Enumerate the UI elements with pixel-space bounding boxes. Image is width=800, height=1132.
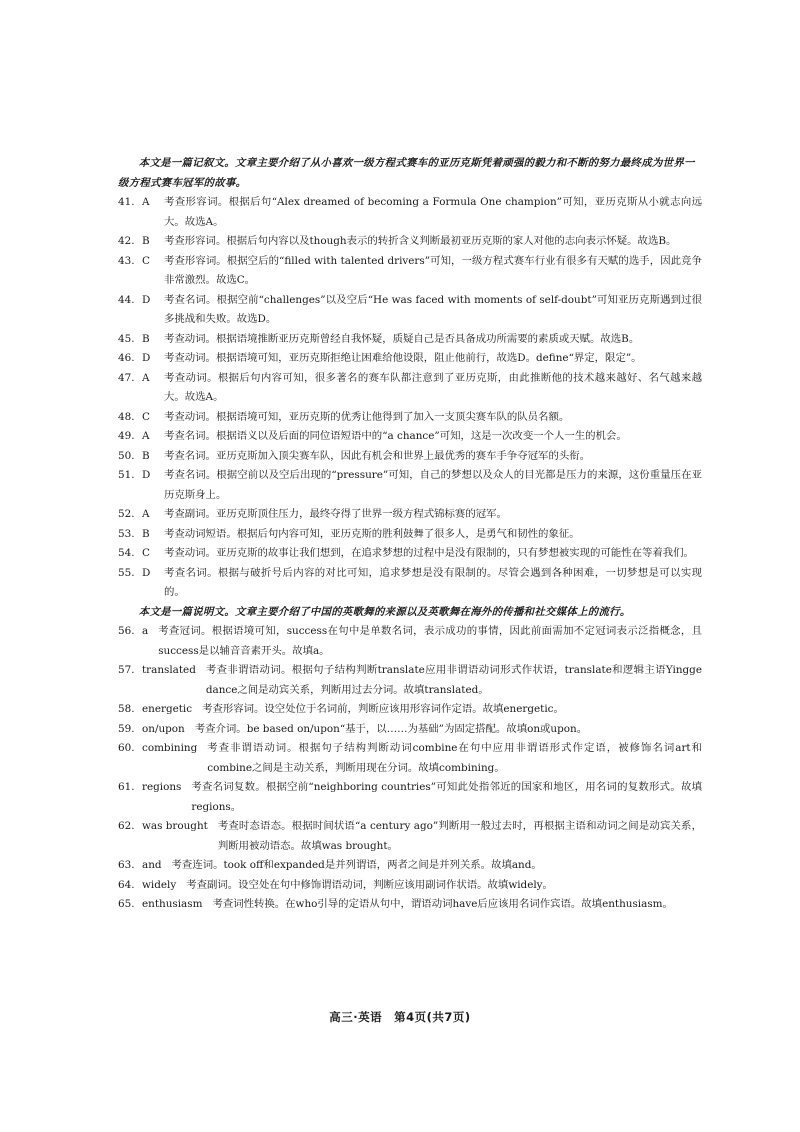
question-number: 51. bbox=[118, 469, 135, 481]
explanation: 考查动词。根据后句内容可知，很多著名的赛车队都注意到了亚历克斯，由此推断他的技术越来越好、名气越来越大。故选A。 bbox=[164, 371, 702, 403]
question-number: 64. bbox=[118, 878, 135, 891]
explanation: 考查名词。根据空前以及空后出现的“pressure”可知，自己的梦想以及众人的目光都是压力的来源，这份重量压在亚历克斯身上。 bbox=[164, 469, 702, 501]
answer-50 bbox=[118, 447, 702, 467]
answer-key: a bbox=[142, 625, 149, 637]
answer-65 bbox=[118, 895, 702, 915]
answer-60 bbox=[118, 739, 702, 778]
answer-key: energetic bbox=[142, 703, 193, 715]
explanation: 考查时态语态。根据时间状语“a century ago”判断用一般过去时，再根据主语和动词之间是动宾关系，判断用被动语态。故填was brought。 bbox=[217, 820, 702, 852]
answer-47 bbox=[118, 369, 702, 408]
answer-49 bbox=[118, 427, 702, 447]
explanation: 考查名词复数。根据空前“neighboring countries”可知此处指邻近的国家和地区，用名词的复数形式。故填regions。 bbox=[191, 781, 702, 813]
explanation: 考查动词短语。根据后句内容可知，亚历克斯的胜利鼓舞了很多人，是勇气和韧性的象征。 bbox=[164, 527, 580, 540]
question-number: 59. bbox=[118, 722, 135, 735]
explanation: 考查动词。根据语境可知，亚历克斯拒绝让困难给他设限，阻止他前行，故选D。define“界定，限定”。 bbox=[164, 352, 642, 364]
explanation: 考查名词。根据语义以及后面的同位语短语中的“a chance”可知，这是一次改变一个人一生的机会。 bbox=[164, 430, 627, 442]
answer-59 bbox=[118, 720, 702, 740]
explanation: 考查动词。亚历克斯的故事让我们想到，在追求梦想的过程中是没有限制的，只有梦想被实现的可能性在等着我们。 bbox=[164, 547, 694, 559]
answer-key: A bbox=[142, 196, 150, 208]
answer-key: D bbox=[142, 352, 151, 364]
answer-key: on/upon bbox=[142, 722, 185, 735]
answer-62 bbox=[118, 817, 702, 856]
answer-64 bbox=[118, 876, 702, 896]
question-number: 62. bbox=[118, 820, 135, 832]
question-number: 58. bbox=[118, 703, 135, 715]
explanation: 考查形容词。根据后句“Alex dreamed of becoming a Formula One champion”可知，亚历克斯从小就志向远大。故选A。 bbox=[164, 196, 702, 228]
question-number: 43. bbox=[118, 254, 135, 267]
answer-41 bbox=[118, 193, 702, 232]
answer-key: A bbox=[142, 508, 150, 520]
answer-key: enthusiasm bbox=[142, 898, 203, 910]
answer-55 bbox=[118, 564, 702, 603]
answer-key: D bbox=[142, 469, 151, 481]
explanation: 考查非谓语动词。根据句子结构判断translate应用非谓语动词形式作状语，translate和逻辑主语Yingge dance之间是动宾关系，判断用过去分词。故填translated。 bbox=[205, 664, 702, 696]
answer-51 bbox=[118, 466, 702, 505]
answer-key: C bbox=[142, 254, 150, 267]
question-number: 45. bbox=[118, 332, 135, 345]
answer-43 bbox=[118, 252, 702, 291]
question-number: 46. bbox=[118, 352, 135, 364]
section2-answers bbox=[118, 622, 702, 915]
answer-key: and bbox=[142, 859, 162, 871]
answer-48 bbox=[118, 408, 702, 428]
explanation: 考查名词。根据空前“challenges”以及空后“He was faced with moments of self-doubt”可知亚历克斯遇到过很多挑战和失败。故选D。 bbox=[164, 293, 702, 325]
answer-key: A bbox=[142, 430, 150, 442]
answer-sheet bbox=[118, 154, 702, 915]
answer-key: B bbox=[142, 332, 150, 345]
question-number: 54. bbox=[118, 547, 135, 559]
answer-key: D bbox=[142, 293, 151, 306]
answer-key: A bbox=[142, 371, 150, 384]
explanation: 考查词性转换。在who引导的定语从句中，谓语动词have后应该用名词作宾语。故填enthusiasm。 bbox=[212, 898, 673, 910]
question-number: 57. bbox=[118, 664, 135, 676]
question-number: 42. bbox=[118, 235, 135, 247]
answer-key: regions bbox=[142, 781, 182, 793]
answer-key: C bbox=[142, 410, 150, 423]
answer-44 bbox=[118, 291, 702, 330]
question-number: 48. bbox=[118, 410, 135, 423]
question-number: 60. bbox=[118, 742, 135, 754]
section1-answers bbox=[118, 193, 702, 603]
answer-46 bbox=[118, 349, 702, 369]
question-number: 53. bbox=[118, 527, 135, 540]
answer-52 bbox=[118, 505, 702, 525]
question-number: 55. bbox=[118, 566, 135, 579]
explanation: 考查名词。亚历克斯加入顶尖赛车队，因此有机会和世界上最优秀的赛车手争夺冠军的头衔。 bbox=[164, 449, 591, 462]
answer-key: B bbox=[142, 527, 150, 540]
explanation: 考查非谓语动词。根据句子结构判断动词combine在句中应用非谓语形式作定语，被修饰名词art和combine之间是主动关系，判断用现在分词。故填combining。 bbox=[207, 742, 702, 774]
answer-45 bbox=[118, 330, 702, 350]
page-footer: 高三·英语 第4页(共7页) bbox=[329, 1010, 471, 1024]
explanation: 考查形容词。设空处位于名词前，判断应该用形容词作定语。故填energetic。 bbox=[202, 703, 564, 715]
explanation: 考查动词。根据语境可知，亚历克斯的优秀让他得到了加入一支顶尖赛车队的队员名额。 bbox=[164, 410, 570, 423]
explanation: 考查连词。took off和expanded是并列谓语，两者之间是并列关系。故填and。 bbox=[171, 859, 542, 871]
question-number: 65. bbox=[118, 898, 135, 910]
explanation: 考查副词。设空处在句中修饰谓语动词，判断应该用副词作状语。故填widely。 bbox=[186, 878, 553, 891]
question-number: 49. bbox=[118, 430, 135, 442]
answer-61 bbox=[118, 778, 702, 817]
explanation: 考查形容词。根据后句内容以及though表示的转折含义判断最初亚历克斯的家人对他的志向表示怀疑。故选B。 bbox=[164, 235, 677, 247]
question-number: 61. bbox=[118, 781, 135, 793]
question-number: 41. bbox=[118, 196, 135, 208]
answer-56 bbox=[118, 622, 702, 661]
explanation: 考查冠词。根据语境可知，success在句中是单数名词，表示成功的事情，因此前面需加不定冠词表示泛指概念，且success是以辅音音素开头。故填a。 bbox=[158, 625, 702, 657]
question-number: 56. bbox=[118, 625, 135, 637]
explanation: 考查介词。be based on/upon“基于，以……为基础”为固定搭配。故填on或upon。 bbox=[194, 722, 588, 735]
answer-57 bbox=[118, 661, 702, 700]
section1-intro: 本文是一篇记叙文。文章主要介绍了从小喜欢一级方程式赛车的亚历克斯凭着顽强的毅力和不断的努力最终成为世界一级方程式赛车冠军的故事。 bbox=[118, 157, 695, 189]
answer-key: B bbox=[142, 235, 150, 247]
answer-key: combining bbox=[142, 742, 198, 754]
answer-54 bbox=[118, 544, 702, 564]
explanation: 考查动词。根据语境推断亚历克斯曾经自我怀疑，质疑自己是否具备成功所需要的素质或天赋。故选B。 bbox=[164, 332, 640, 345]
answer-key: translated bbox=[142, 664, 196, 676]
explanation: 考查副词。亚历克斯顶住压力，最终夺得了世界一级方程式锦标赛的冠军。 bbox=[164, 508, 507, 520]
answer-key: widely bbox=[142, 878, 177, 891]
section2-intro: 本文是一篇说明文。文章主要介绍了中国的英歌舞的来源以及英歌舞在海外的传播和社交媒体上的流行。 bbox=[138, 605, 631, 618]
answer-key: C bbox=[142, 547, 150, 559]
question-number: 47. bbox=[118, 371, 135, 384]
answer-63 bbox=[118, 856, 702, 876]
question-number: 44. bbox=[118, 293, 135, 306]
explanation: 考查形容词。根据空后的“filled with talented drivers”可知，一级方程式赛车行业有很多有天赋的选手，因此竞争非常激烈。故选C。 bbox=[164, 254, 702, 286]
answer-key: was brought bbox=[142, 820, 208, 832]
answer-key: D bbox=[142, 566, 151, 579]
question-number: 50. bbox=[118, 449, 135, 462]
explanation: 考查名词。根据与破折号后内容的对比可知，追求梦想是没有限制的。尽管会遇到各种困难，一切梦想是可以实现的。 bbox=[164, 566, 702, 598]
answer-key: B bbox=[142, 449, 150, 462]
question-number: 63. bbox=[118, 859, 135, 871]
answer-42 bbox=[118, 232, 702, 252]
question-number: 52. bbox=[118, 508, 135, 520]
answer-58 bbox=[118, 700, 702, 720]
answer-53 bbox=[118, 525, 702, 545]
